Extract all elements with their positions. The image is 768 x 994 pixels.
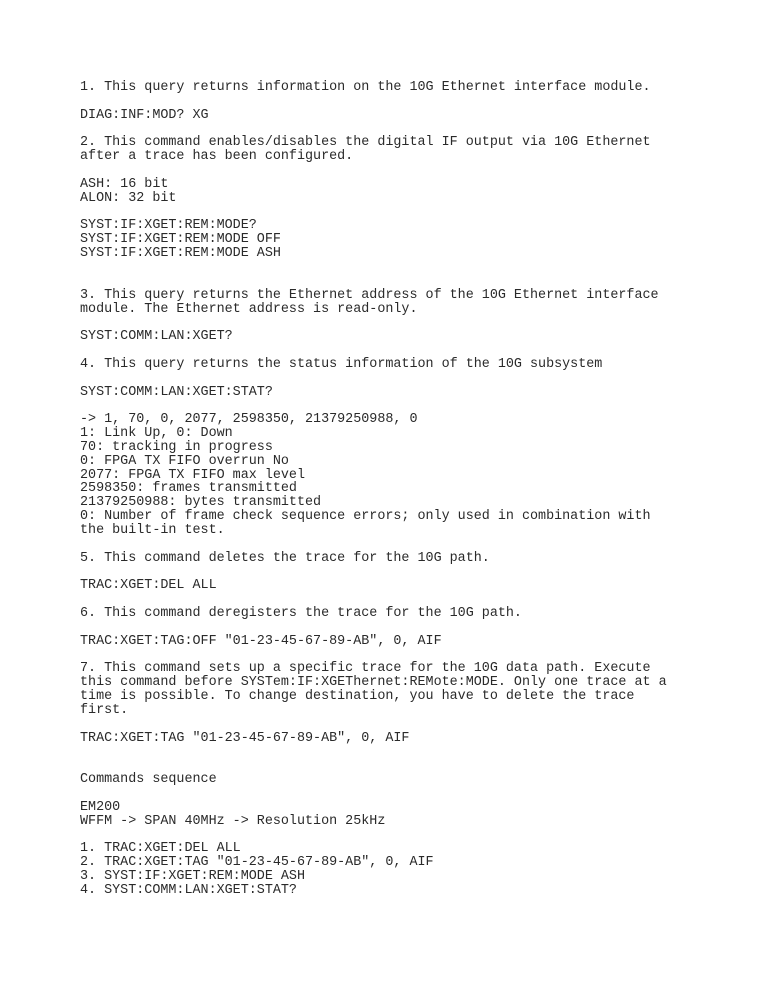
item-4-command: SYST:COMM:LAN:XGET:STAT? xyxy=(80,384,273,400)
item-4-response: -> 1, 70, 0, 2077, 2598350, 21379250988, 0 1: Link Up, 0: Down 70: tracking in progress 0: FPGA TX FIFO overrun No 2077: FPGA TX FIFO max level 2598350: frames transmitted 21379250988: bytes transmitted 0: Number of frame check sequence errors; only used in combination with the built-in test. xyxy=(80,412,651,538)
item-4-description: 4. This query returns the status information of the 10G subsystem xyxy=(80,356,603,372)
item-7-description: 7. This command sets up a specific trace for the 10G data path. Execute this command before SYSTem:IF:XGEThernet:REMote:MODE. Only one trace at a time is possible. To change destination, you have to delete the trace first. xyxy=(80,661,667,718)
item-1-description: 1. This query returns information on the 10G Ethernet interface module. xyxy=(80,80,651,95)
item-3-command: SYST:COMM:LAN:XGET? xyxy=(80,329,233,345)
item-7-command: TRAC:XGET:TAG "01-23-45-67-89-AB", 0, AIF xyxy=(80,730,410,746)
item-1-command: DIAG:INF:MOD? XG xyxy=(80,107,209,123)
item-2-description: 2. This command enables/disables the digital IF output via 10G Ethernet after a trace has been configured. xyxy=(80,135,651,165)
item-5-description: 5. This command deletes the trace for the 10G path. xyxy=(80,550,490,566)
item-6-command: TRAC:XGET:TAG:OFF "01-23-45-67-89-AB", 0, AIF xyxy=(80,633,442,649)
item-2-modes: ASH: 16 bit ALON: 32 bit xyxy=(80,176,177,206)
sequence-heading: Commands sequence xyxy=(80,772,217,788)
sequence-steps: 1. TRAC:XGET:DEL ALL 2. TRAC:XGET:TAG "01-23-45-67-89-AB", 0, AIF 3. SYST:IF:XGET:REM:MODE ASH 4. SYST:COMM:LAN:XGET:STAT? xyxy=(80,841,434,898)
item-5-command: TRAC:XGET:DEL ALL xyxy=(80,578,217,594)
sequence-setup: EM200 WFFM -> SPAN 40MHz -> Resolution 25kHz xyxy=(80,799,386,829)
item-2-commands: SYST:IF:XGET:REM:MODE? SYST:IF:XGET:REM:MODE OFF SYST:IF:XGET:REM:MODE ASH xyxy=(80,218,281,262)
item-3-description: 3. This query returns the Ethernet address of the 10G Ethernet interface module. The Ethernet address is read-only. xyxy=(80,287,659,317)
item-6-description: 6. This command deregisters the trace for the 10G path. xyxy=(80,606,522,622)
document-body xyxy=(80,81,740,912)
